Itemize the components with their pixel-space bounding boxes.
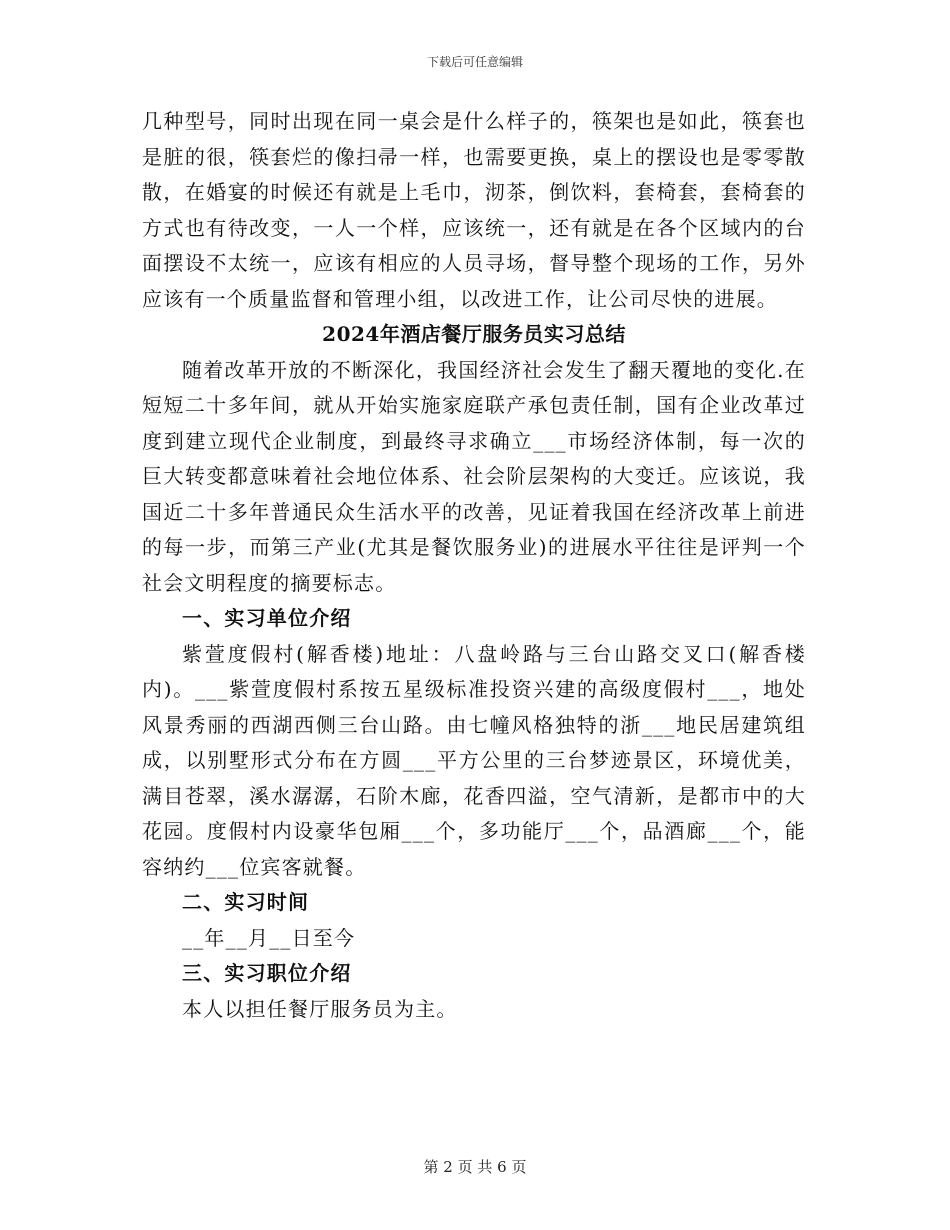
continuation-paragraph: 几种型号，同时出现在同一桌会是什么样子的，筷架也是如此，筷套也是脏的很，筷套烂的像扫帚一样，也需要更换，桌上的摆设也是零零散散，在婚宴的时候还有就是上毛巾，沏茶，倒饮料，套椅套，套椅套的方式也有待改变，一人一个样，应该统一，还有就是在各个区域内的台面摆设不太统一，应该有相应的人员寻场，督导整个现场的工作，另外应该有一个质量监督和管理小组，以改进工作，让公司尽快的进展。 [142, 109, 806, 311]
section-heading-unit: 一、实习单位介绍 [182, 606, 352, 630]
page-number: 第 2 页 共 6 页 [423, 1158, 527, 1176]
section-heading-time: 二、实习时间 [182, 890, 310, 914]
section-heading-position: 三、实习职位介绍 [182, 961, 352, 985]
document-body [142, 104, 806, 1027]
section-body-position: 本人以担任餐厅服务员为主。 [182, 996, 458, 1021]
intro-paragraph: 随着改革开放的不断深化，我国经济社会发生了翻天覆地的变化.在短短二十多年间，就从开始实施家庭联产承包责任制，国有企业改革过度到建立现代企业制度，到最终寻求确立___市场经济体制，每一次的巨大转变都意味着社会地位体系、社会阶层架构的大变迁。应该说，我国近二十多年普通民众生活水平的改善，见证着我国在经济改革上前进的每一步，而第三产业(尤其是餐饮服务业)的进展水平往往是评判一个社会文明程度的摘要标志。 [142, 357, 806, 595]
section-body-unit: 紫萱度假村(解香楼)地址：八盘岭路与三台山路交叉口(解香楼内)。___紫萱度假村系按五星级标准投资兴建的高级度假村___，地处风景秀丽的西湖西侧三台山路。由七幢风格独特的浙___地民居建筑组成，以别墅形式分布在方圆___平方公里的三台梦迹景区，环境优美，满目苍翠，溪水潺潺，石阶木廊，花香四溢，空气清新，是都市中的大花园。度假村内设豪华包厢___个，多功能厅___个，品酒廊___个，能容纳约___位宾客就餐。 [142, 641, 806, 879]
section-body-time: __年__月__日至今 [182, 925, 356, 950]
header-note: 下载后可任意编辑 [426, 55, 523, 69]
document-title: 2024年酒店餐厅服务员实习总结 [322, 322, 626, 346]
